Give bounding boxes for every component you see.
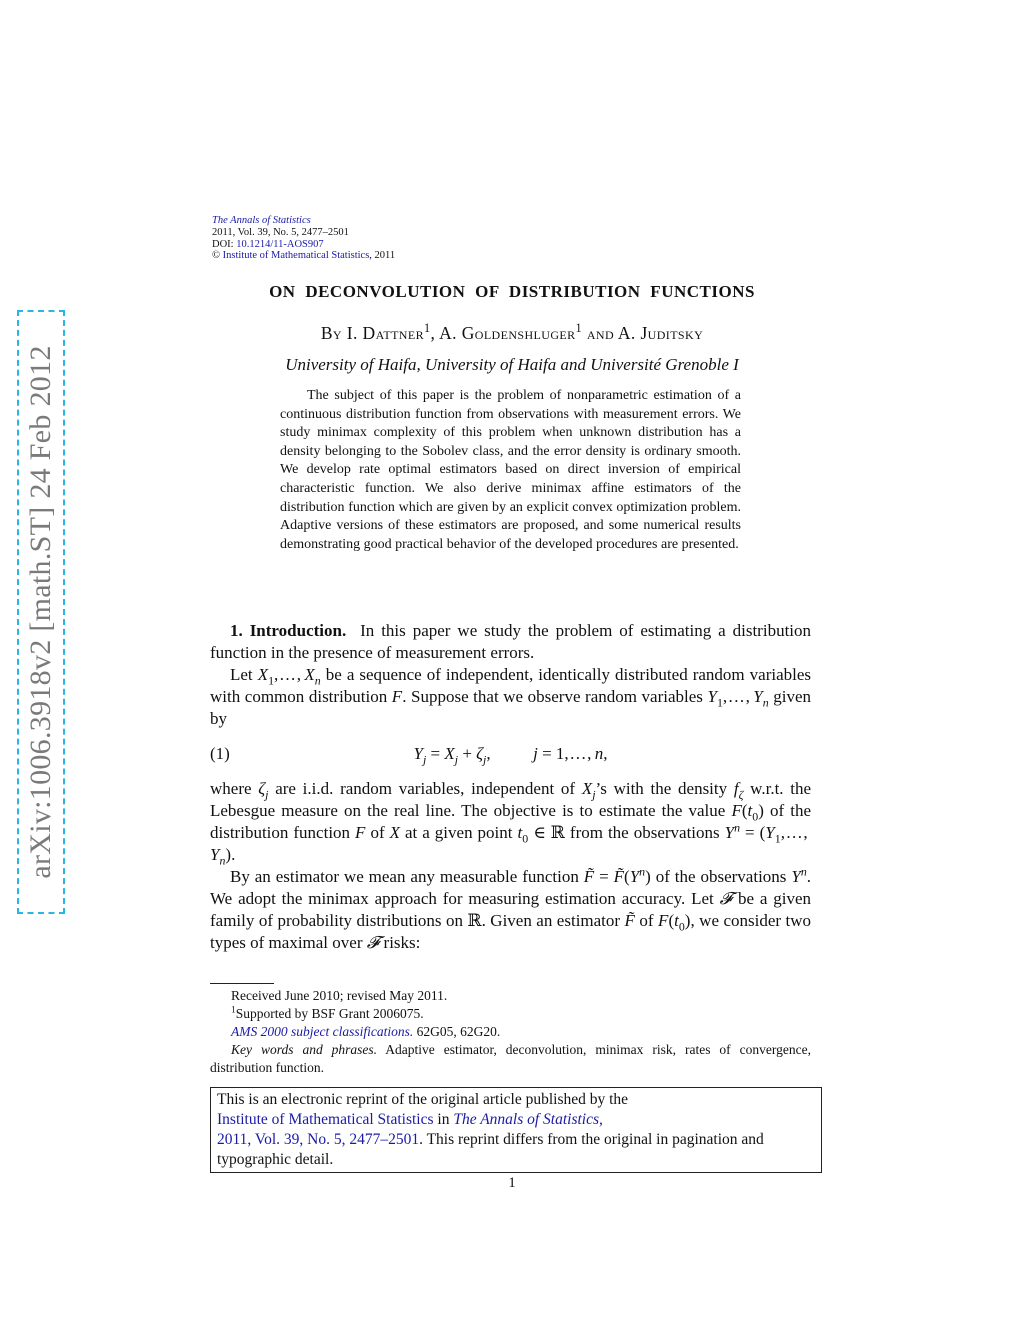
journal-volume: 2011, Vol. 39, No. 5, 2477–2501 xyxy=(212,226,349,238)
keywords-text: Adaptive estimator, deconvolution, minimax risk, rates of convergence, distribution function. xyxy=(210,1042,811,1075)
affiliations: University of Haifa, University of Haifa and Université Grenoble I xyxy=(285,355,739,374)
text-fragment: , we consider two types of maximal over xyxy=(210,911,812,952)
ams-classification xyxy=(210,1023,811,1041)
paper-title: ON DECONVOLUTION OF DISTRIBUTION FUNCTIONS xyxy=(269,282,755,301)
equation-1 xyxy=(210,744,811,766)
introduction-continued xyxy=(210,778,811,954)
support-note xyxy=(210,1005,811,1023)
copyright-year: , 2011 xyxy=(369,250,396,262)
reprint-text: This is an electronic reprint of the original article published by the xyxy=(217,1091,629,1108)
author-goldenshluger: A. Goldenshluger xyxy=(439,323,576,343)
text-fragment: of the distribution function xyxy=(210,801,812,842)
keywords-note xyxy=(210,1041,811,1077)
section-heading: 1. Introduction. xyxy=(230,621,347,640)
author-juditsky: A. Juditsky xyxy=(617,323,704,343)
ams-link[interactable]: AMS 2000 subject classifications. xyxy=(231,1024,414,1039)
text-fragment: at a given point xyxy=(405,823,513,842)
footnote-mark: 1 xyxy=(231,1005,236,1016)
reprint-journal-link[interactable]: The Annals of Statistics xyxy=(453,1111,600,1128)
text-fragment: given by xyxy=(210,687,811,728)
author-footnote-mark: 1 xyxy=(575,321,583,336)
support-text: Supported by BSF Grant 2006075. xyxy=(235,1006,424,1021)
text-fragment: . Suppose that we observe random variables xyxy=(402,687,703,706)
text-fragment: of xyxy=(370,823,385,842)
introduction-section xyxy=(210,620,811,730)
author-separator: , xyxy=(430,323,436,343)
text-fragment: By an estimator we mean any measurable function xyxy=(230,867,579,886)
equation-expression: $Y_j = X_j + \zeta_j$, j = 1, . . . , n, xyxy=(413,744,608,767)
author-footnote-mark: 1 xyxy=(424,321,431,336)
reprint-rest: . This reprint differs from the original in pagination and typographic detail. xyxy=(217,1131,764,1168)
text-fragment: ’s with the density xyxy=(595,779,728,798)
page-number: 1 xyxy=(508,1175,516,1191)
text-fragment: where xyxy=(210,779,252,798)
doi-label: DOI: xyxy=(212,238,234,250)
arxiv-stamp-text: arXiv:1006.3918v2 [math.ST] 24 Feb 2012 xyxy=(24,345,57,879)
author-line xyxy=(0,323,1024,344)
received-note: Received June 2010; revised May 2011. xyxy=(231,988,448,1003)
text-fragment: are i.i.d. random variables, independent of xyxy=(275,779,576,798)
text-fragment: of the observations xyxy=(655,867,787,886)
reprint-comma: , xyxy=(599,1111,603,1128)
footnote-divider xyxy=(210,983,274,984)
text-fragment: of xyxy=(639,911,654,930)
text-fragment: from the observations xyxy=(569,823,720,842)
reprint-citation-link[interactable]: 2011, Vol. 39, No. 5, 2477–2501 xyxy=(217,1131,420,1148)
and-label: and xyxy=(586,323,615,343)
abstract: The subject of this paper is the problem of nonparametric estimation of a continuous distribution function from observations with measurement errors. We study minimax complexity of this problem when unknown distribution has a density belonging to the Sobolev class, and the error density is ordinary smooth. We develop rate optimal estimators based on direct inversion of empirical characteristic function. We also derive minimax affine estimators of the distribution function which are given by an explicit convex optimization problem. Adaptive versions of these estimators are proposed, and some numerical results demonstrating good practical behavior of the developed procedures are presented. xyxy=(280,388,741,552)
text-fragment: w.r.t. the Lebesgue measure on the real line. The objective is to estimate the value xyxy=(210,779,812,820)
ams-codes: 62G05, 62G20. xyxy=(416,1024,501,1039)
doi-link[interactable]: 10.1214/11-AOS907 xyxy=(236,238,324,250)
reprint-in: in xyxy=(437,1111,450,1128)
intro-paragraph-3: where $\zeta_j$ are i.i.d. random variables, independent of $X_j’s$ with the density $f_\zeta$ w.r.t. the Lebesgue measure on the real line. The objective is to estimate the value $F(t_0)$ of the distribution function F of X at a given point $t_0$ ∈ ℝ from the observations $Y^n = (Y_1$, . . . , $Y_n$). xyxy=(210,779,812,868)
text-fragment: be a sequence of independent, identically distributed random variables with common distribution xyxy=(210,665,812,706)
intro-paragraph-4: By an estimator we mean any measurable function F̃ = $F̃(Y^n)$ of the observations $Y^n$. We adopt the minimax approach for measuring estimation accuracy. Let 𝓕 be a given family of probability distributions on ℝ. Given an estimator F̃ of $F(t_0)$, we consider two types of maximal over 𝓕 risks: xyxy=(210,864,812,952)
text-fragment: risks: xyxy=(383,933,421,952)
equation-number: (1) xyxy=(210,744,230,763)
reprint-notice xyxy=(210,1087,822,1173)
intro-paragraph-1 xyxy=(210,620,811,664)
copyright-icon: © xyxy=(212,250,220,262)
journal-link[interactable]: The Annals of Statistics xyxy=(212,215,311,226)
intro-paragraph-2: Let $X_1$, . . . , $X_n$ be a sequence of independent, identically distributed random variables with common distribution F. Suppose that we observe random variables $Y_1$, . . . , $Y_n$ given by xyxy=(210,665,812,728)
arxiv-stamp[interactable] xyxy=(17,310,65,914)
reprint-institute-link[interactable]: Institute of Mathematical Statistics xyxy=(217,1111,434,1128)
text-fragment: be a given family of probability distributions on ℝ. Given an estimator xyxy=(210,889,812,930)
text-fragment: Let xyxy=(230,665,253,684)
intro-text-1: In this paper we study the problem of estimating a distribution function in the presence of measurement errors. xyxy=(210,621,812,662)
journal-header xyxy=(212,215,395,262)
keywords-label: Key words and phrases. xyxy=(231,1042,378,1057)
footnotes xyxy=(210,987,811,1077)
by-label: By xyxy=(320,323,342,343)
institute-link[interactable]: Institute of Mathematical Statistics xyxy=(222,250,370,262)
text-fragment: . We adopt the minimax approach for measuring estimation accuracy. Let xyxy=(210,867,812,908)
author-dattner: I. Dattner xyxy=(346,323,424,343)
